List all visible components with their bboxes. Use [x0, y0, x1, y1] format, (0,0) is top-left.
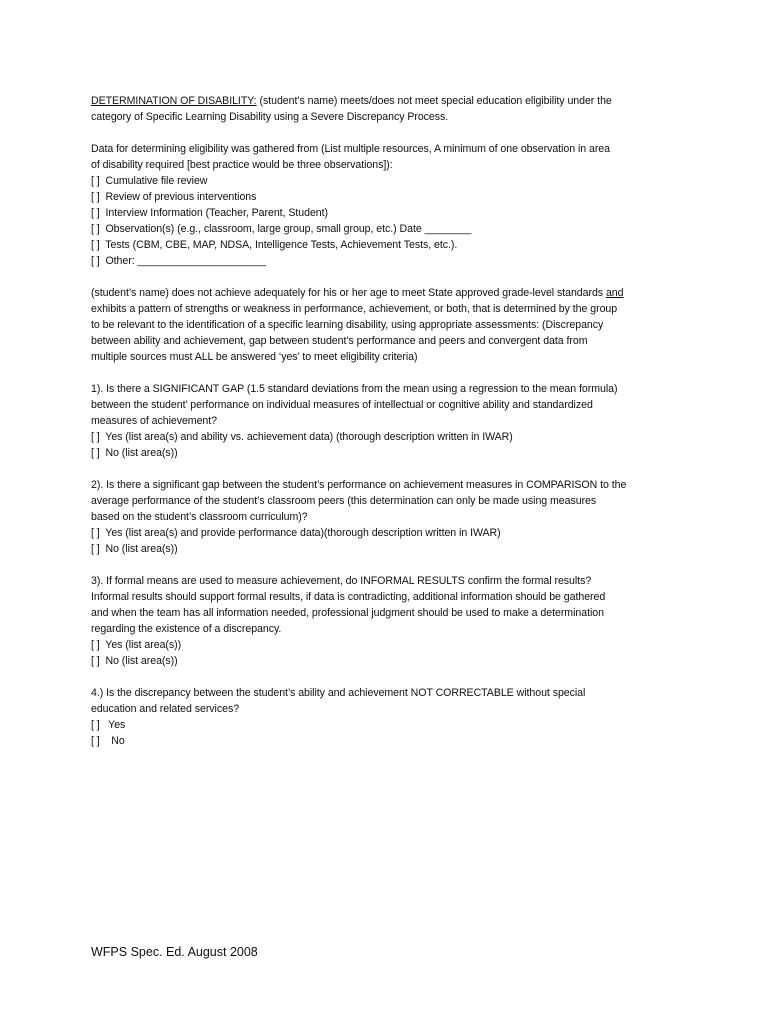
data-sources-section	[91, 141, 691, 269]
question-1-line-1: 1). Is there a SIGNIFICANT GAP (1.5 standard deviations from the mean using a regression to the mean formula)	[91, 383, 618, 395]
page-footer: WFPS Spec. Ed. August 2008	[91, 945, 258, 959]
question-3-yes-checkbox[interactable]: [ ] Yes (list area(s))	[91, 639, 182, 651]
checkbox-observations[interactable]: [ ] Observation(s) (e.g., classroom, large group, small group, etc.) Date ________	[91, 223, 472, 235]
question-3	[91, 573, 691, 669]
question-1-line-3: measures of achievement?	[91, 415, 217, 427]
criteria-line-3: to be relevant to the identification of a specific learning disability, using appropriate assessments: (Discrepancy	[91, 319, 604, 331]
question-2-line-2: average performance of the student’s classroom peers (this determination can only be made using measures	[91, 495, 597, 507]
criteria-line-4: between ability and achievement, gap between student’s performance and peers and convergent data from	[91, 335, 588, 347]
question-3-line-2: Informal results should support formal results, if data is contradicting, additional information should be gathered	[91, 591, 606, 603]
question-3-no-checkbox[interactable]: [ ] No (list area(s))	[91, 655, 178, 667]
criteria-section	[91, 285, 691, 365]
question-1	[91, 381, 691, 461]
question-4	[91, 685, 691, 749]
criteria-line-1-text: (student’s name) does not achieve adequately for his or her age to meet State approved grade-level standards	[91, 287, 606, 299]
question-3-line-3: and when the team has all information needed, professional judgment should be used to make a determination	[91, 607, 604, 619]
question-2-line-1: 2). Is there a significant gap between the student’s performance on achievement measures in COMPARISON to the	[91, 479, 627, 491]
determination-heading	[91, 93, 691, 125]
question-1-line-2: between the student’ performance on individual measures of intellectual or cognitive ability and standardized	[91, 399, 593, 411]
criteria-line-5: multiple sources must ALL be answered ‘yes’ to meet eligibility criteria)	[91, 351, 418, 363]
question-3-line-1: 3). If formal means are used to measure achievement, do INFORMAL RESULTS confirm the formal results?	[91, 575, 592, 587]
question-2	[91, 477, 691, 557]
question-2-yes-checkbox[interactable]: [ ] Yes (list area(s) and provide performance data)(thorough description written in IWAR)	[91, 527, 501, 539]
checkbox-interview-information[interactable]: [ ] Interview Information (Teacher, Parent, Student)	[91, 207, 329, 219]
question-2-no-checkbox[interactable]: [ ] No (list area(s))	[91, 543, 178, 555]
criteria-line-2: exhibits a pattern of strengths or weakness in performance, achievement, or both, that is determined by the group	[91, 303, 618, 315]
data-sources-line-2: of disability required [best practice would be three observations]):	[91, 159, 393, 171]
criteria-and-emphasis: and	[605, 287, 624, 299]
question-3-line-4: regarding the existence of a discrepancy.	[91, 623, 282, 635]
question-4-yes-checkbox[interactable]: [ ] Yes	[91, 719, 126, 731]
criteria-line-1	[91, 285, 691, 301]
checkbox-other[interactable]: [ ] Other: ______________________	[91, 255, 267, 267]
question-4-no-checkbox[interactable]: [ ] No	[91, 735, 125, 747]
checkbox-tests[interactable]: [ ] Tests (CBM, CBE, MAP, NDSA, Intelligence Tests, Achievement Tests, etc.).	[91, 239, 458, 251]
heading-label: DETERMINATION OF DISABILITY:	[91, 95, 257, 107]
question-2-line-3: based on the student’s classroom curriculum)?	[91, 511, 308, 523]
heading-text: (student’s name) meets/does not meet special education eligibility under the	[259, 95, 612, 107]
heading-line-2: category of Specific Learning Disability using a Severe Discrepancy Process.	[91, 111, 449, 123]
checkbox-cumulative-file-review[interactable]: [ ] Cumulative file review	[91, 175, 208, 187]
data-sources-line-1: Data for determining eligibility was gathered from (List multiple resources, A minimum of one observation in area	[91, 143, 610, 155]
checkbox-review-previous-interventions[interactable]: [ ] Review of previous interventions	[91, 191, 257, 203]
heading-line-1	[91, 93, 691, 109]
question-1-no-checkbox[interactable]: [ ] No (list area(s))	[91, 447, 178, 459]
question-1-yes-checkbox[interactable]: [ ] Yes (list area(s) and ability vs. achievement data) (thorough description written in IWAR)	[91, 431, 513, 443]
question-4-line-1: 4.) Is the discrepancy between the student’s ability and achievement NOT CORRECTABLE without special	[91, 687, 586, 699]
question-4-line-2: education and related services?	[91, 703, 240, 715]
form-body	[91, 93, 691, 765]
